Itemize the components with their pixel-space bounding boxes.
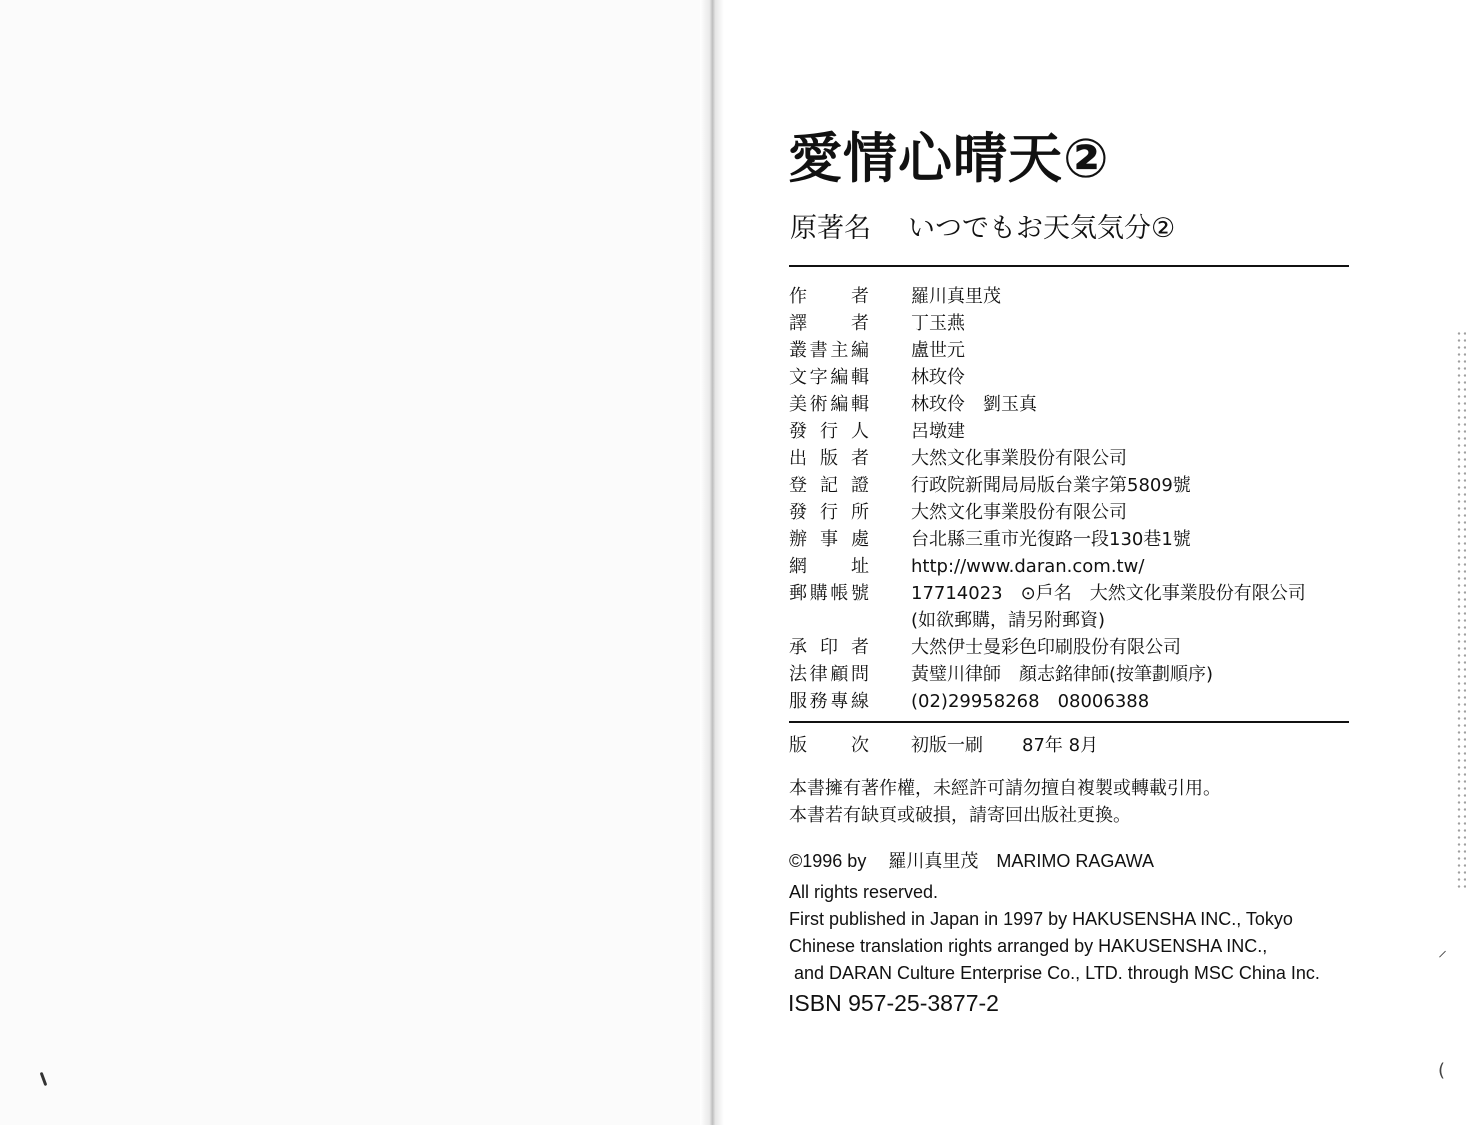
credit-value: 盧世元 xyxy=(911,340,965,361)
credit-key: 出版者 xyxy=(789,448,869,469)
credit-value: (如欲郵購，請另附郵資) xyxy=(911,610,1106,631)
credit-row xyxy=(789,499,1349,526)
notice-line: 本書擁有著作權，未經許可請勿擅自複製或轉載引用。 xyxy=(789,778,1221,799)
credit-row xyxy=(789,472,1349,499)
credit-row xyxy=(789,688,1349,715)
rights-line: and DARAN Culture Enterprise Co., LTD. through MSC China Inc. xyxy=(789,963,1320,983)
credit-value: 黃璧川律師 顏志銘律師(按筆劃順序) xyxy=(911,664,1214,685)
credit-value: 羅川真里茂 xyxy=(911,286,1001,307)
credit-key: 文字編輯 xyxy=(789,367,869,388)
english-rights xyxy=(789,879,1320,987)
notice-line: 本書若有缺頁或破損，請寄回出版社更換。 xyxy=(789,805,1131,826)
rights-line: Chinese translation rights arranged by HAKUSENSHA INC., xyxy=(789,936,1268,956)
credit-key: 承印者 xyxy=(789,637,869,658)
credit-value: 17714023 ⊙戶名 大然文化事業股份有限公司 xyxy=(911,583,1306,604)
credit-value: 行政院新聞局局版台業字第5809號 xyxy=(911,475,1191,496)
credit-value: 台北縣三重市光復路一段130巷1號 xyxy=(911,529,1191,550)
credit-key: 作者 xyxy=(789,286,869,307)
page-gutter xyxy=(700,0,724,1125)
credit-row xyxy=(789,580,1349,607)
edition-value: 初版一刷 xyxy=(911,735,983,756)
edge-mark: ( xyxy=(1438,1060,1446,1081)
credit-row xyxy=(789,526,1349,553)
edge-mark: ⸝ xyxy=(1438,940,1447,961)
copyright-author-en: MARIMO RAGAWA xyxy=(996,851,1154,871)
scan-speck xyxy=(40,1072,48,1086)
credit-row xyxy=(789,634,1349,661)
credits-list xyxy=(789,283,1349,715)
isbn: ISBN 957-25-3877-2 xyxy=(788,990,999,1016)
left-page xyxy=(0,0,712,1125)
credit-value: 呂墩建 xyxy=(911,421,965,442)
credit-row xyxy=(789,607,1349,634)
credit-value: 大然伊士曼彩色印刷股份有限公司 xyxy=(911,637,1181,658)
credit-key: 譯者 xyxy=(789,313,869,334)
credit-row xyxy=(789,391,1349,418)
rights-line: All rights reserved. xyxy=(789,882,939,902)
copyright-author-cjk: 羅川真里茂 xyxy=(888,851,979,872)
credit-key: 法律顧問 xyxy=(789,664,869,685)
credit-row xyxy=(789,661,1349,688)
credit-key: 服務專線 xyxy=(789,691,869,712)
credit-row xyxy=(789,364,1349,391)
credit-row xyxy=(789,283,1349,310)
credit-value: http://www.daran.com.tw/ xyxy=(911,556,1145,577)
credit-key: 辦事處 xyxy=(789,529,869,550)
scan-edge-noise xyxy=(1456,330,1466,890)
credit-row xyxy=(789,418,1349,445)
edition-date: 87年 8月 xyxy=(1022,735,1099,756)
credit-key: 發行人 xyxy=(789,421,869,442)
credit-key: 發行所 xyxy=(789,502,869,523)
edition-row xyxy=(789,732,1349,759)
credit-row xyxy=(789,337,1349,364)
original-title-label: 原著名 xyxy=(790,213,871,244)
credit-value: 大然文化事業股份有限公司 xyxy=(911,502,1127,523)
top-divider xyxy=(789,265,1349,267)
original-title-value: いつでもお天気気分② xyxy=(908,213,1176,244)
credit-value: 大然文化事業股份有限公司 xyxy=(911,448,1127,469)
book-title: 愛情心晴天② xyxy=(788,127,1110,190)
credit-row xyxy=(789,445,1349,472)
credit-key: 美術編輯 xyxy=(789,394,869,415)
credit-value: 林玫伶 劉玉真 xyxy=(911,394,1037,415)
credit-key: 郵購帳號 xyxy=(789,583,869,604)
credit-row xyxy=(789,310,1349,337)
credit-row xyxy=(789,553,1349,580)
edition-key: 版次 xyxy=(789,735,869,756)
credit-value: 丁玉燕 xyxy=(911,313,965,334)
copyright-notice xyxy=(789,775,1221,829)
rights-line: First published in Japan in 1997 by HAKUSENSHA INC., Tokyo xyxy=(789,909,1293,929)
credit-value: (02)29958268 08006388 xyxy=(911,691,1150,712)
copyright-line xyxy=(789,848,1154,875)
credit-key: 叢書主編 xyxy=(789,340,869,361)
credit-value: 林玫伶 xyxy=(911,367,965,388)
copyright-prefix: ©1996 by xyxy=(789,851,867,871)
credit-key: 登記證 xyxy=(789,475,869,496)
original-title xyxy=(790,210,1175,248)
middle-divider xyxy=(789,721,1349,723)
credit-key: 網址 xyxy=(789,556,869,577)
